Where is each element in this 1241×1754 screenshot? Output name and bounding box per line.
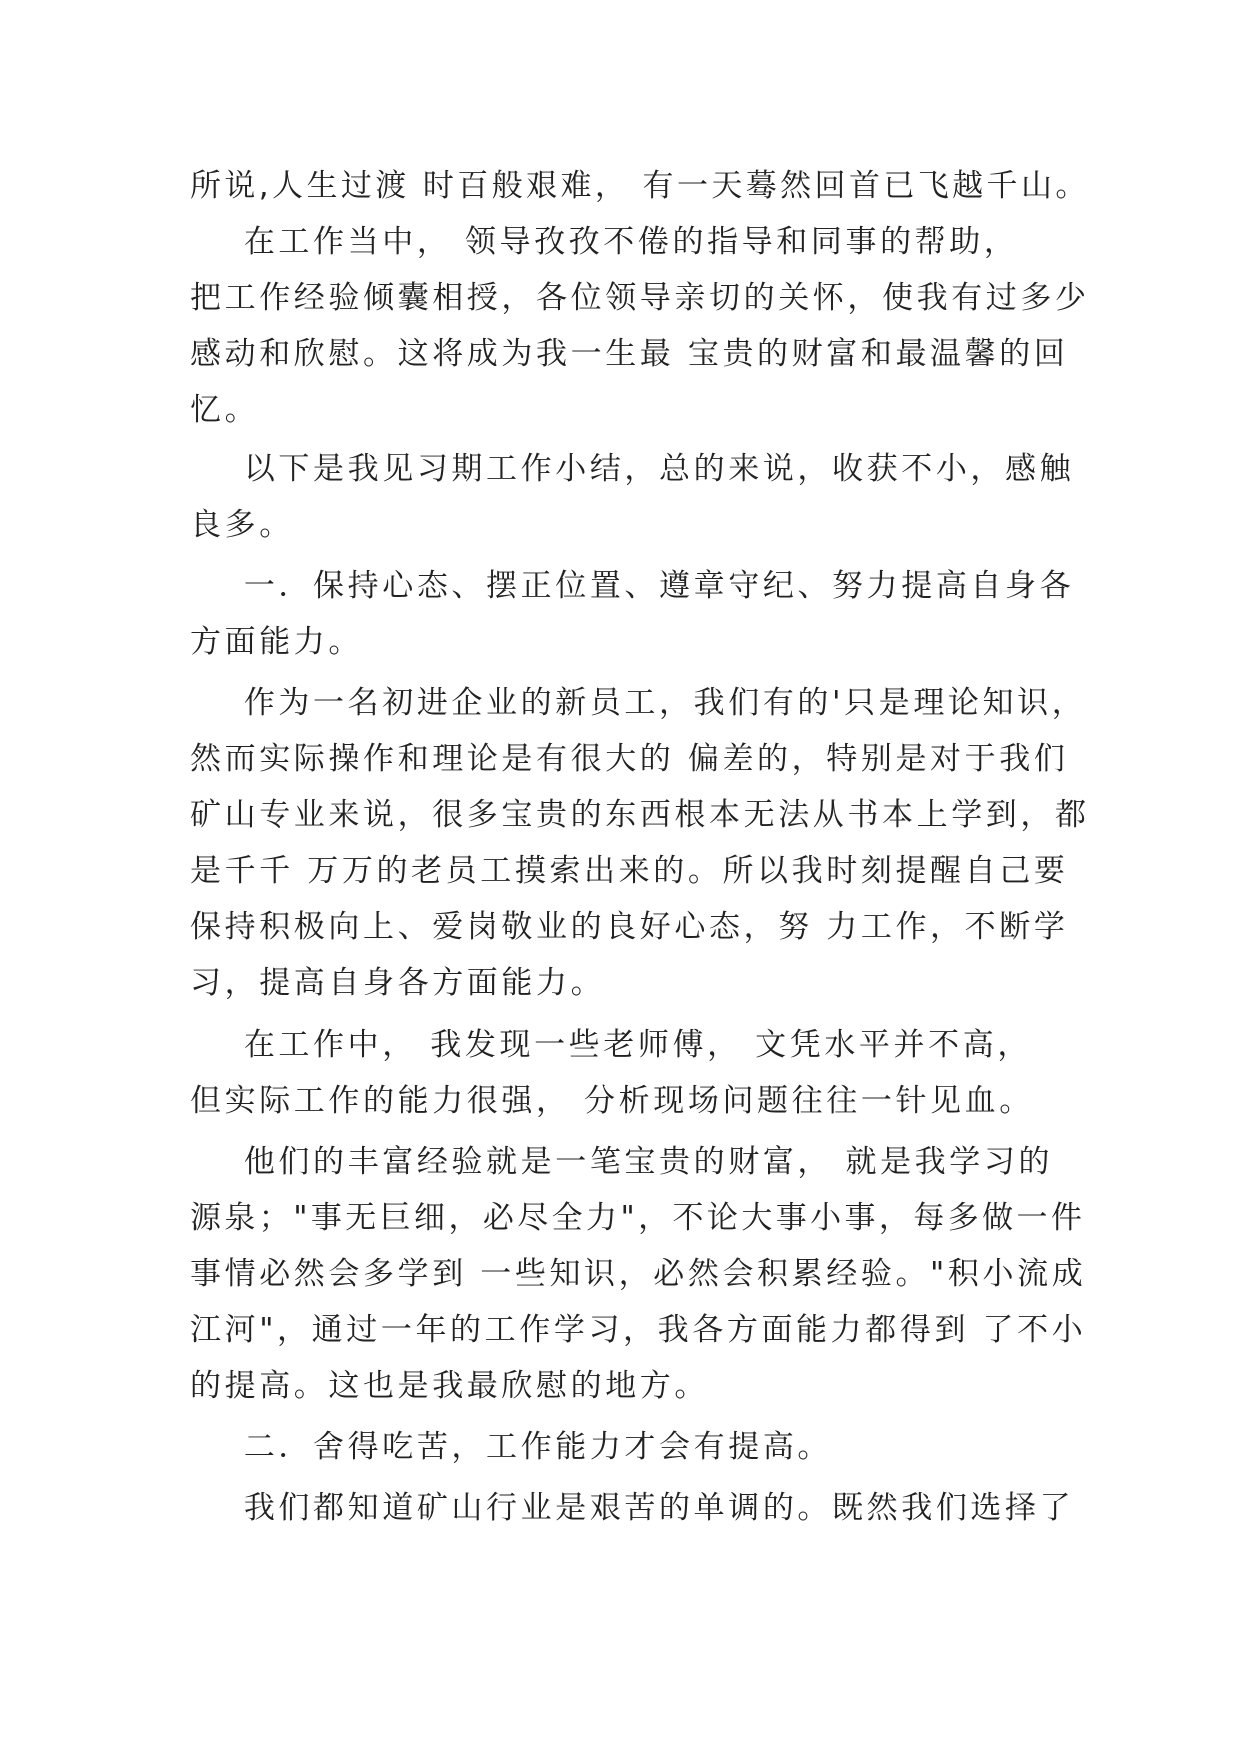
text-line: 感动和欣慰。这将成为我一生最 宝贵的财富和最温馨的回 bbox=[190, 336, 1069, 372]
text-line: 是千千 万万的老员工摸索出来的。所以我时刻提醒自己要 bbox=[190, 853, 1069, 889]
text-line: 事情必然会多学到 一些知识，必然会积累经验。"积小流成 bbox=[190, 1256, 1087, 1292]
text-line: 以下是我见习期工作小结，总的来说，收获不小，感触 bbox=[190, 451, 1075, 487]
text-line: 然而实际操作和理论是有很大的 偏差的，特别是对于我们 bbox=[190, 741, 1069, 777]
text-line: 我们都知道矿山行业是艰苦的单调的。既然我们选择了 bbox=[190, 1490, 1075, 1526]
text-line: 保持积极向上、爱岗敬业的良好心态，努 力工作，不断学 bbox=[190, 909, 1069, 945]
text-line: 方面能力。 bbox=[190, 624, 363, 660]
text-line: 但实际工作的能力很强， 分析现场问题往往一针见血。 bbox=[190, 1083, 1034, 1119]
text-line: 他们的丰富经验就是一笔宝贵的财富， 就是我学习的 bbox=[190, 1144, 1054, 1180]
text-line: 二．舍得吃苦，工作能力才会有提高。 bbox=[190, 1429, 833, 1465]
text-line: 良多。 bbox=[190, 507, 294, 543]
text-line: 矿山专业来说，很多宝贵的东西根本无法从书本上学到，都 bbox=[190, 797, 1090, 833]
text-line: 在工作中， 我发现一些老师傅， 文凭水平并不高， bbox=[190, 1027, 1032, 1063]
text-line: 所说,人生过渡 时百般艰难， 有一天蓦然回首已飞越千山。 bbox=[190, 168, 1090, 204]
text-line: 源泉；"事无巨细，必尽全力"，不论大事小事，每多做一件 bbox=[190, 1200, 1086, 1236]
text-line: 把工作经验倾囊相授，各位领导亲切的关怀，使我有过多少 bbox=[190, 280, 1090, 316]
text-line: 的提高。这也是我最欣慰的地方。 bbox=[190, 1368, 709, 1404]
text-line: 一．保持心态、摆正位置、遵章守纪、努力提高自身各 bbox=[190, 568, 1075, 604]
text-line: 忆。 bbox=[190, 392, 260, 428]
text-line: 习，提高自身各方面能力。 bbox=[190, 965, 606, 1001]
text-line: 在工作当中， 领导孜孜不倦的指导和同事的帮助， bbox=[190, 224, 1019, 260]
text-line: 作为一名初进企业的新员工，我们有的'只是理论知识， bbox=[190, 685, 1087, 721]
text-line: 江河"，通过一年的工作学习，我各方面能力都得到 了不小 bbox=[190, 1312, 1087, 1348]
